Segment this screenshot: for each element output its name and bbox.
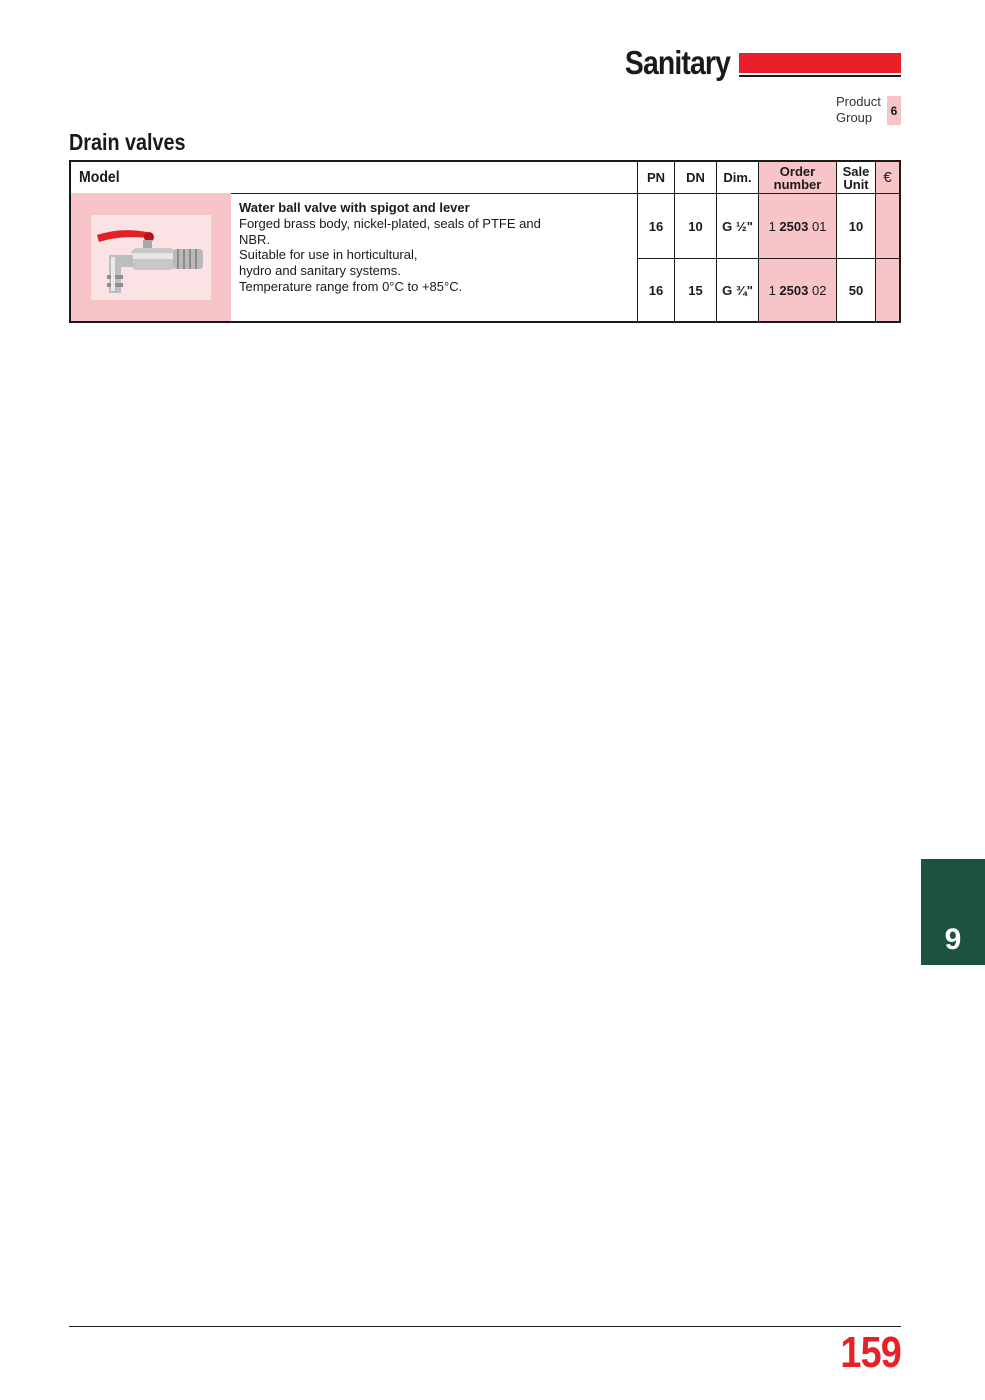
footer-divider — [69, 1326, 901, 1327]
header-underline — [739, 75, 901, 77]
col-header-sale-line2: Unit — [843, 176, 869, 192]
col-header-order-line1: Order — [779, 163, 816, 179]
product-group-label-line2: Group — [836, 109, 873, 125]
row2-sale-unit: 50 — [848, 282, 864, 298]
row2-dn: 15 — [688, 282, 703, 298]
description-line: Forged brass body, nickel-plated, seals of PTFE and — [239, 215, 541, 231]
description-line: hydro and sanitary systems. — [239, 263, 401, 279]
product-photo — [91, 215, 211, 300]
row1-pn: 16 — [648, 218, 664, 234]
row1-order-number[interactable] — [759, 194, 836, 258]
col-header-dim: Dim. — [723, 170, 752, 185]
section-title: Drain valves — [69, 129, 186, 155]
col-header-order-line2: number — [773, 176, 822, 192]
product-description — [239, 200, 629, 295]
row2-dim: G ¾" — [722, 282, 753, 298]
row1-price — [876, 194, 899, 258]
chapter-tab[interactable]: 9 — [921, 859, 985, 965]
product-title: Water ball valve with spigot and lever — [239, 200, 470, 215]
col-header-model — [71, 162, 637, 193]
col-header-sale-line1: Sale — [842, 163, 870, 179]
order-main: 2503 — [779, 218, 809, 234]
col-header-pn: PN — [646, 170, 666, 185]
col-header-order-number — [759, 162, 836, 193]
product-group-number: 6 — [887, 96, 901, 125]
order-prefix: 1 — [768, 218, 776, 234]
col-header-dn: DN — [686, 170, 705, 185]
description-line: Suitable for use in horticultural, — [239, 247, 418, 263]
product-table — [69, 160, 901, 323]
col-header-sale-unit — [837, 162, 875, 193]
drain-valve-image — [91, 215, 211, 300]
product-group-label — [836, 94, 886, 125]
description-line: Temperature range from 0°C to +85°C. — [239, 278, 463, 294]
row2-order-number[interactable] — [759, 259, 836, 321]
description-line: NBR. — [239, 231, 271, 247]
order-suffix: 01 — [811, 218, 827, 234]
product-group-label-line1: Product — [836, 94, 881, 109]
order-prefix: 1 — [768, 282, 776, 298]
row2-pn: 16 — [648, 282, 664, 298]
order-suffix: 02 — [811, 282, 827, 298]
header-accent-bar — [739, 53, 901, 73]
row1-dim: G ½" — [722, 218, 753, 234]
col-header-model-label: Model — [79, 169, 120, 186]
product-image-cell — [71, 193, 231, 321]
order-main: 2503 — [779, 282, 809, 298]
page-number: 159 — [840, 1328, 901, 1377]
col-header-price: € — [883, 169, 892, 186]
row2-price — [876, 259, 899, 321]
page-header-title: Sanitary — [624, 44, 730, 81]
row1-dn: 10 — [688, 218, 703, 234]
row1-sale-unit: 10 — [848, 218, 864, 234]
